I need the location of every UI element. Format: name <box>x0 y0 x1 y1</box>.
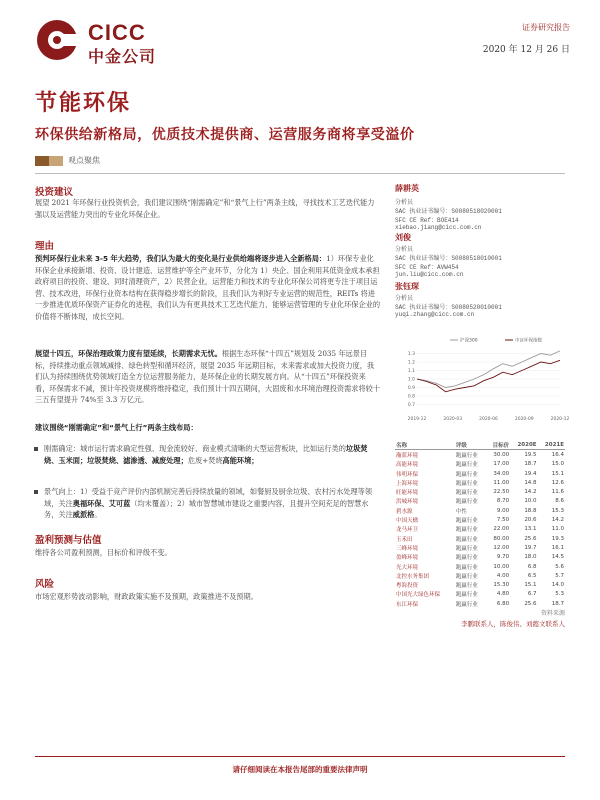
analyst-email[interactable]: xiebao.jiang@cicc.com.cn <box>395 224 482 231</box>
table-cell: 跑赢行业 <box>455 564 478 571</box>
table-row <box>395 497 565 506</box>
table-cell: 12.6 <box>551 479 564 486</box>
table-cell: 跑赢行业 <box>455 499 478 506</box>
bullet-2-bold-1: 奥福环保、艾可蓝 <box>72 498 131 508</box>
bullet-1-text: 刚需确定：城市运行需求确定性强、现金流较好、商业模式清晰的大型运营板块，比如运行类的 <box>44 444 346 453</box>
table-cell: 跑赢行业 <box>455 471 478 478</box>
analyst-name: 张钰琛 <box>395 282 419 291</box>
table-cell: 10.0 <box>524 498 537 505</box>
table-cell: 9.70 <box>496 554 510 561</box>
reason-paragraph-3-lead: 建议围绕“刚需确定”和“景气上行”两条主线布局： <box>35 423 198 432</box>
tag-marker-icon <box>35 156 63 166</box>
table-cell: 跑赢行业 <box>455 583 478 590</box>
table-header-cell: 目标价 <box>486 440 510 450</box>
table-source: 资料来源 <box>540 610 565 617</box>
reason-paragraph-2-body: 根据生态环保“十四五”规划及 2035 年远景目标，持续推动重点领域减排、绿色转型和循环经济，展望 2035 年远期目标，未来需求或加大投资力度，我们认为持续围绕优势领域打造全方位运营服务能力，是环保企业的长期发展方向。从“十四五”环保投资来看，环保需求不减，预计年投资规模将维持稳定，我们预计十四五期间，大固废和水环境治理投资需求将较十三五有望提升 74%至 3.3 万亿元。 <box>35 349 381 404</box>
table-cell: 5.7 <box>555 572 564 579</box>
chart-y-tick: 0.9 <box>407 386 415 391</box>
table-cell: 跑赢行业 <box>455 592 478 599</box>
footer-divider <box>35 756 565 757</box>
company-name-cell: 光大环境 <box>396 564 419 571</box>
table-cell: 18.0 <box>524 554 537 561</box>
table-cell: 15.3 <box>551 507 564 514</box>
company-name-cell: 玉禾田 <box>396 536 413 543</box>
table-row <box>395 599 565 608</box>
chart-x-tick: 2020-03 <box>443 417 463 422</box>
chart-y-tick: 1.3 <box>407 352 415 357</box>
table-cell: 9.00 <box>496 507 510 514</box>
table-cell: 14.2 <box>551 517 564 524</box>
analyst-email[interactable]: jun.liu@cicc.com.cn <box>395 271 464 278</box>
table-cell: 22.50 <box>493 489 510 496</box>
bullet-rising-boom <box>44 486 380 521</box>
analyst-license: SAC 执业证书编号：S0080520010001 <box>395 304 502 311</box>
table-row <box>395 515 565 524</box>
analyst-role: 分析员 <box>395 199 414 206</box>
table-cell: 5.6 <box>555 563 564 570</box>
table-row <box>395 460 565 469</box>
chart-y-tick: 1.1 <box>407 369 415 374</box>
table-header-cell: 评级 <box>455 440 486 450</box>
table-cell: 18.7 <box>524 461 537 468</box>
table-header-cell: 2021E <box>538 440 565 450</box>
table-cell: 15.1 <box>551 470 564 477</box>
table-row <box>395 580 565 589</box>
logo-text-cn: 中金公司 <box>88 47 157 66</box>
analyst-role: 分析员 <box>395 295 414 302</box>
chart-x-tick: 2020-12 <box>550 417 570 422</box>
table-cell: 4.80 <box>496 591 510 598</box>
table-cell: 18.7 <box>551 600 564 607</box>
company-name-cell: 三峰环境 <box>396 545 419 552</box>
company-name-cell: 龙马环卫 <box>396 527 419 534</box>
table-row <box>395 506 565 515</box>
table-cell: 12.00 <box>493 544 510 551</box>
chart-x-tick: 2020-06 <box>479 417 498 422</box>
table-cell: 25.6 <box>524 535 537 542</box>
section-heading-forecast: 盈利预测与估值 <box>35 535 102 546</box>
table-row <box>395 487 565 496</box>
table-cell: 17.00 <box>493 461 510 468</box>
table-cell: 25.6 <box>524 600 537 607</box>
table-cell: 6.5 <box>527 572 537 579</box>
chart-x-tick: 2019-12 <box>407 417 427 422</box>
table-cell: 22.00 <box>493 526 510 533</box>
table-cell: 8.6 <box>555 498 564 505</box>
company-name-cell: 瀚蓝环境 <box>396 452 419 459</box>
bullet-1-end: 高能环境； <box>222 455 259 465</box>
table-cell: 5.3 <box>555 591 564 598</box>
section-heading-reason: 理由 <box>35 241 55 252</box>
doc-type-label: 证券研究报告 <box>522 23 570 32</box>
legal-footer[interactable]: 请仔细阅读在本报告尾部的重要法律声明 <box>232 765 368 774</box>
bullet-2-text: 景气向上：1）受益于竞产评价内部机制完善后持续放量的领域，如餐厨及厨余垃圾、农村污水处理等领域，关注 <box>44 487 373 508</box>
table-cell: 20.6 <box>524 517 537 524</box>
table-cell: 跑赢行业 <box>455 480 478 487</box>
chart-y-tick: 1.2 <box>407 360 415 366</box>
table-cell: 19.7 <box>524 544 537 551</box>
chart-series-line-2 <box>417 360 560 392</box>
company-name-cell: 中国天楹 <box>396 518 419 525</box>
table-cell: 跑赢行业 <box>455 573 478 580</box>
table-row <box>395 590 565 599</box>
table-cell: 6.7 <box>527 591 537 598</box>
analyst-license: SAC 执业证书编号：S0080518010001 <box>395 255 502 262</box>
section-heading-investment: 投资建议 <box>35 187 74 198</box>
forecast-paragraph: 维持各公司盈利预测，目标价和评级不变。 <box>35 548 172 557</box>
sector-title: 节能环保 <box>35 91 132 116</box>
cicc-logo-icon <box>35 18 79 62</box>
table-cell: 30.00 <box>493 451 510 458</box>
performance-chart <box>395 335 570 425</box>
reason-paragraph-1 <box>35 253 380 322</box>
analyst-name: 刘俊 <box>395 233 411 242</box>
table-cell: 15.30 <box>493 582 510 589</box>
valuation-table <box>395 440 565 608</box>
company-name-cell: 旺能环境 <box>396 490 419 497</box>
bullet-1-bold: 垃圾焚烧、玉米面；垃圾焚烧、滤渗透、减废处理； <box>44 444 368 465</box>
company-name-cell: 上海环境 <box>396 480 419 487</box>
analyst-license: SAC 执业证书编号：S0080518020001 <box>395 208 502 215</box>
chart-legend-label: 中证环保指数 <box>515 338 542 344</box>
table-cell: 跑赢行业 <box>455 462 478 469</box>
chart-y-tick: 1.0 <box>407 377 415 383</box>
table-cell: 14.8 <box>524 479 537 486</box>
report-tag: 观点聚焦 <box>68 156 100 165</box>
table-cell: 15.0 <box>551 461 564 468</box>
company-name-cell: 粤海投资 <box>396 583 419 590</box>
table-cell: 13.1 <box>524 526 537 533</box>
table-cell: 11.0 <box>551 526 564 533</box>
table-row <box>395 553 565 562</box>
report-headline: 环保供给新格局，优质技术提供商、运营服务商将享受溢价 <box>35 127 415 143</box>
chart-x-tick: 2020-09 <box>514 417 534 422</box>
table-cell: 14.0 <box>551 582 564 589</box>
analyst-role: 分析员 <box>395 246 414 253</box>
bullet-dot-icon <box>34 490 38 494</box>
chart-y-tick: 0.8 <box>407 394 415 400</box>
table-cell: 4.00 <box>496 572 510 579</box>
chart-y-tick: 0.7 <box>407 403 415 408</box>
section-heading-risk: 风险 <box>35 579 55 590</box>
reason-paragraph-3 <box>35 422 380 434</box>
company-name-cell: 碧水源 <box>396 508 413 515</box>
table-cell: 8.70 <box>496 498 510 505</box>
table-row <box>395 534 565 543</box>
table-cell: 6.8 <box>527 563 537 570</box>
company-name-cell: 洪城环境 <box>396 499 419 506</box>
company-name-cell: 东江环保 <box>396 601 419 608</box>
table-cell: 跑赢行业 <box>455 490 478 497</box>
table-row <box>395 450 565 460</box>
table-row <box>395 571 565 580</box>
table-cell: 6.80 <box>496 600 510 607</box>
header-divider <box>35 173 565 174</box>
table-cell: 14.5 <box>551 554 564 561</box>
table-cell: 跑赢行业 <box>455 527 478 534</box>
table-cell: 16.1 <box>551 544 564 551</box>
table-row <box>395 478 565 487</box>
bullet-rigid-demand <box>44 443 380 466</box>
company-name-cell: 盈峰环境 <box>396 555 419 562</box>
bullet-1-tail: 危废+焚烧 <box>187 455 223 465</box>
table-header-cell: 名称 <box>395 440 455 450</box>
table-row <box>395 525 565 534</box>
table-cell: 10.00 <box>493 563 510 570</box>
table-cell: 19.4 <box>524 470 537 477</box>
analyst-email[interactable]: yuqi.zhang@cicc.com.cn <box>395 311 475 318</box>
bullet-2-end: 。 <box>94 510 102 519</box>
table-cell: 跑赢行业 <box>455 536 478 543</box>
table-cell: 15.1 <box>524 582 537 589</box>
risk-paragraph: 市场宏观形势波动影响，财政政策实施不及预期，政策推进不及预期。 <box>35 592 258 601</box>
table-cell: 11.00 <box>493 479 510 486</box>
analyst-name: 薛耕英 <box>395 184 419 193</box>
table-cell: 中性 <box>455 508 467 515</box>
analyst-sfc: SFC CE Ref：BOE414 <box>395 217 459 224</box>
company-name-cell: 中国光大绿色环保 <box>396 592 441 599</box>
reason-paragraph-2-lead: 展望十四五，环保治理政策力度有望延续，长期需求无忧。 <box>35 349 222 358</box>
table-cell: 跑赢行业 <box>455 545 478 552</box>
bullet-2-bold-2: 威派格 <box>72 510 95 519</box>
reason-paragraph-2 <box>35 348 380 406</box>
table-cell: 18.8 <box>524 507 537 514</box>
bullet-dot-icon <box>34 447 38 451</box>
bullet-2-mid: （均未覆盖）；2）城市智慧城市建设之重要内容，且提升空间充足的智慧水务，关注 <box>44 498 369 519</box>
table-cell: 34.00 <box>493 470 510 477</box>
table-header-cell: 2020E <box>510 440 537 450</box>
table-cell: 跑赢行业 <box>455 452 478 459</box>
table-cell: 16.4 <box>551 451 564 458</box>
table-cell: 19.3 <box>551 535 564 542</box>
report-date: 2020 年 12 月 26 日 <box>482 45 570 55</box>
company-name-cell: 北控水务集团 <box>396 573 430 580</box>
contributors-line: 李鹏联系人，陈俊伟、刘懿文联系人 <box>461 620 565 628</box>
analyst-sfc: SFC CE Ref：AVW454 <box>395 264 459 271</box>
table-cell: 跑赢行业 <box>455 601 478 608</box>
chart-series-line-1 <box>417 351 560 388</box>
table-cell: 14.2 <box>524 489 537 496</box>
table-row <box>395 543 565 552</box>
reason-paragraph-1-body: 1）环保专业化环保企业承接新增、投资、设计建造、运营维护等全产业环节，分化为 1）央企、国企利用其低资金成本承担政府项目的投资、建设、同时清理资产，2）民营企业，运营能力和技术的专业化环保公司将更专注于项目运营、技术改进，环保行业资本结构在获得稳步增长的阶段，且我们认为利好专业运营的规范性，REITs 将进一步推进优质环保资产证券化的进程，我们认为有更具技术工艺迭代能力、能够运营管理的专业化环保企业的价值将不断体现，成长空间。 <box>35 254 381 321</box>
table-cell: 80.00 <box>493 535 510 542</box>
table-cell: 11.6 <box>551 489 564 496</box>
table-row <box>395 562 565 571</box>
table-row <box>395 469 565 478</box>
table-cell: 跑赢行业 <box>455 518 478 525</box>
reason-paragraph-1-lead: 预判环保行业未来 3-5 年大趋势，我们认为最大的变化是行业供给端将逐步进入全新格局： <box>35 254 327 263</box>
investment-paragraph: 展望 2021 年环保行业投资机会，我们建议围绕“刚需确定”和“景气上行”两条主线，寻找技术工艺迭代能力强以及运营能力突出的专业化环保企业。 <box>35 198 375 219</box>
table-cell: 跑赢行业 <box>455 555 478 562</box>
logo-text-en: CICC <box>88 20 146 45</box>
table-cell: 7.50 <box>496 517 510 524</box>
company-name-cell: 高能环境 <box>396 462 419 469</box>
chart-legend-label: 沪深300 <box>460 338 478 344</box>
company-name-cell: 伟明环保 <box>396 471 419 478</box>
table-cell: 19.5 <box>524 451 537 458</box>
